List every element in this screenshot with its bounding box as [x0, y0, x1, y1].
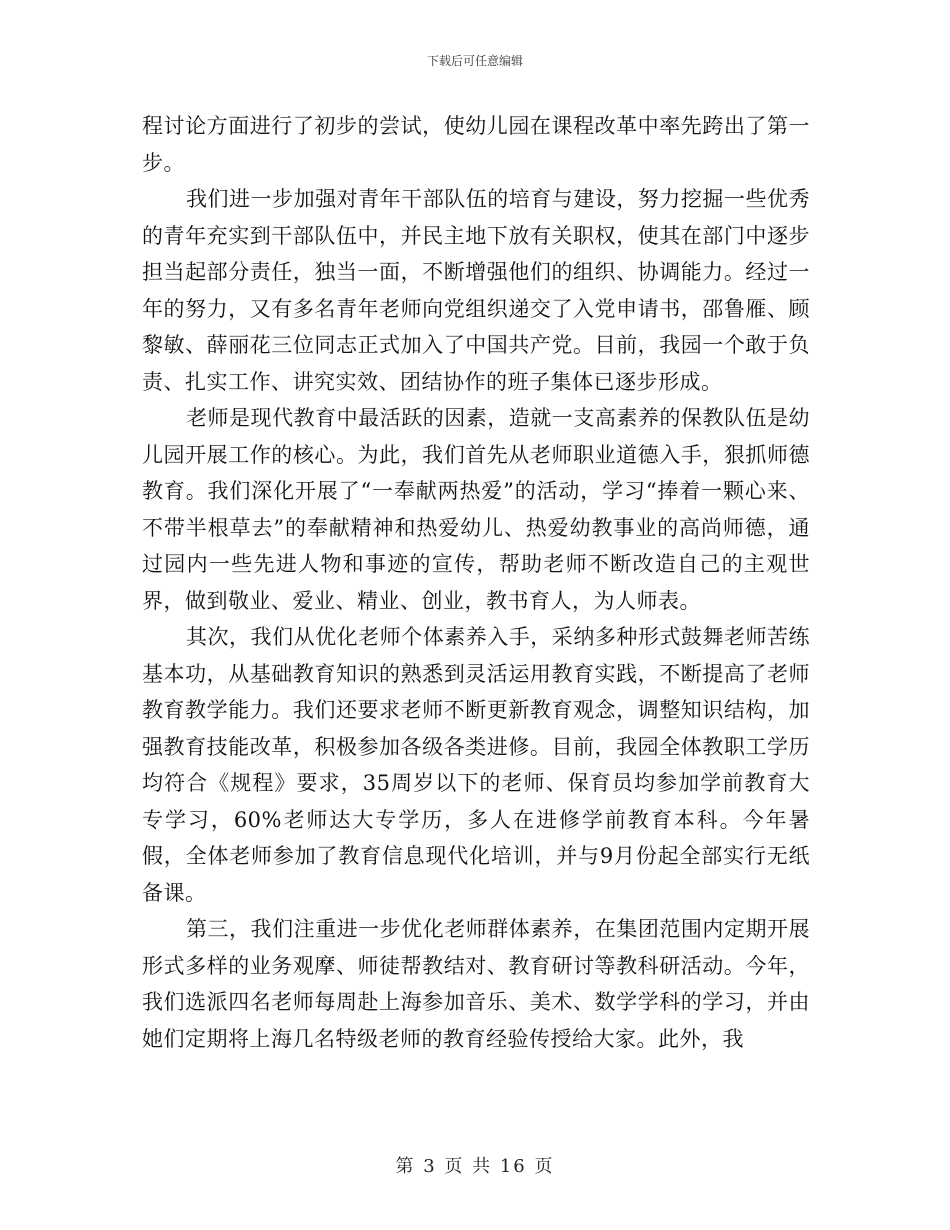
paragraph: 其次，我们从优化老师个体素养入手，采纳多种形式鼓舞老师苦练基本功，从基础教育知识的熟悉到灵活运用教育实践，不断提高了老师教育教学能力。我们还要求老师不断更新教育观念，调整知识结构，加强教育技能改革，积极参加各级各类进修。目前，我园全体教职工学历均符合《规程》要求，35周岁以下的老师、保育员均参加学前教育大专学习，60%老师达大专学历，多人在进修学前教育本科。今年暑假，全体老师参加了教育信息现代化培训，并与9月份起全部实行无纸备课。 [142, 625, 810, 905]
page-header: 下载后可任意编辑 [426, 54, 523, 68]
page-footer: 第 3 页 共 16 页 [395, 1156, 555, 1177]
paragraph: 第三，我们注重进一步优化老师群体素养，在集团范围内定期开展形式多样的业务观摩、师徒帮教结对、教育研讨等教科研活动。今年，我们选派四名老师每周赴上海参加音乐、美术、数学学科的学习，并由她们定期将上海几名特级老师的教育经验传授给大家。此外，我 [142, 917, 810, 1051]
paragraph: 老师是现代教育中最活跃的因素，造就一支高素养的保教队伍是幼儿园开展工作的核心。为此，我们首先从老师职业道德入手，狠抓师德教育。我们深化开展了“一奉献两热爱”的活动，学习“捧着一颗心来、不带半根草去”的奉献精神和热爱幼儿、热爱幼教事业的高尚师德，通过园内一些先进人物和事迹的宣传，帮助老师不断改造自己的主观世界，做到敬业、爱业、精业、创业，教书育人，为人师表。 [142, 406, 810, 613]
paragraph-continuation: 程讨论方面进行了初步的尝试，使幼儿园在课程改革中率先跨出了第一步。 [142, 114, 810, 175]
paragraph: 我们进一步加强对青年干部队伍的培育与建设，努力挖掘一些优秀的青年充实到干部队伍中，并民主地下放有关职权，使其在部门中逐步担当起部分责任，独当一面，不断增强他们的组织、协调能力。经过一年的努力，又有多名青年老师向党组织递交了入党申请书，邵鲁雁、顾黎敏、薛丽花三位同志正式加入了中国共产党。目前，我园一个敢于负责、扎实工作、讲究实效、团结协作的班子集体已逐步形成。 [142, 187, 810, 394]
body-text [142, 108, 810, 1057]
